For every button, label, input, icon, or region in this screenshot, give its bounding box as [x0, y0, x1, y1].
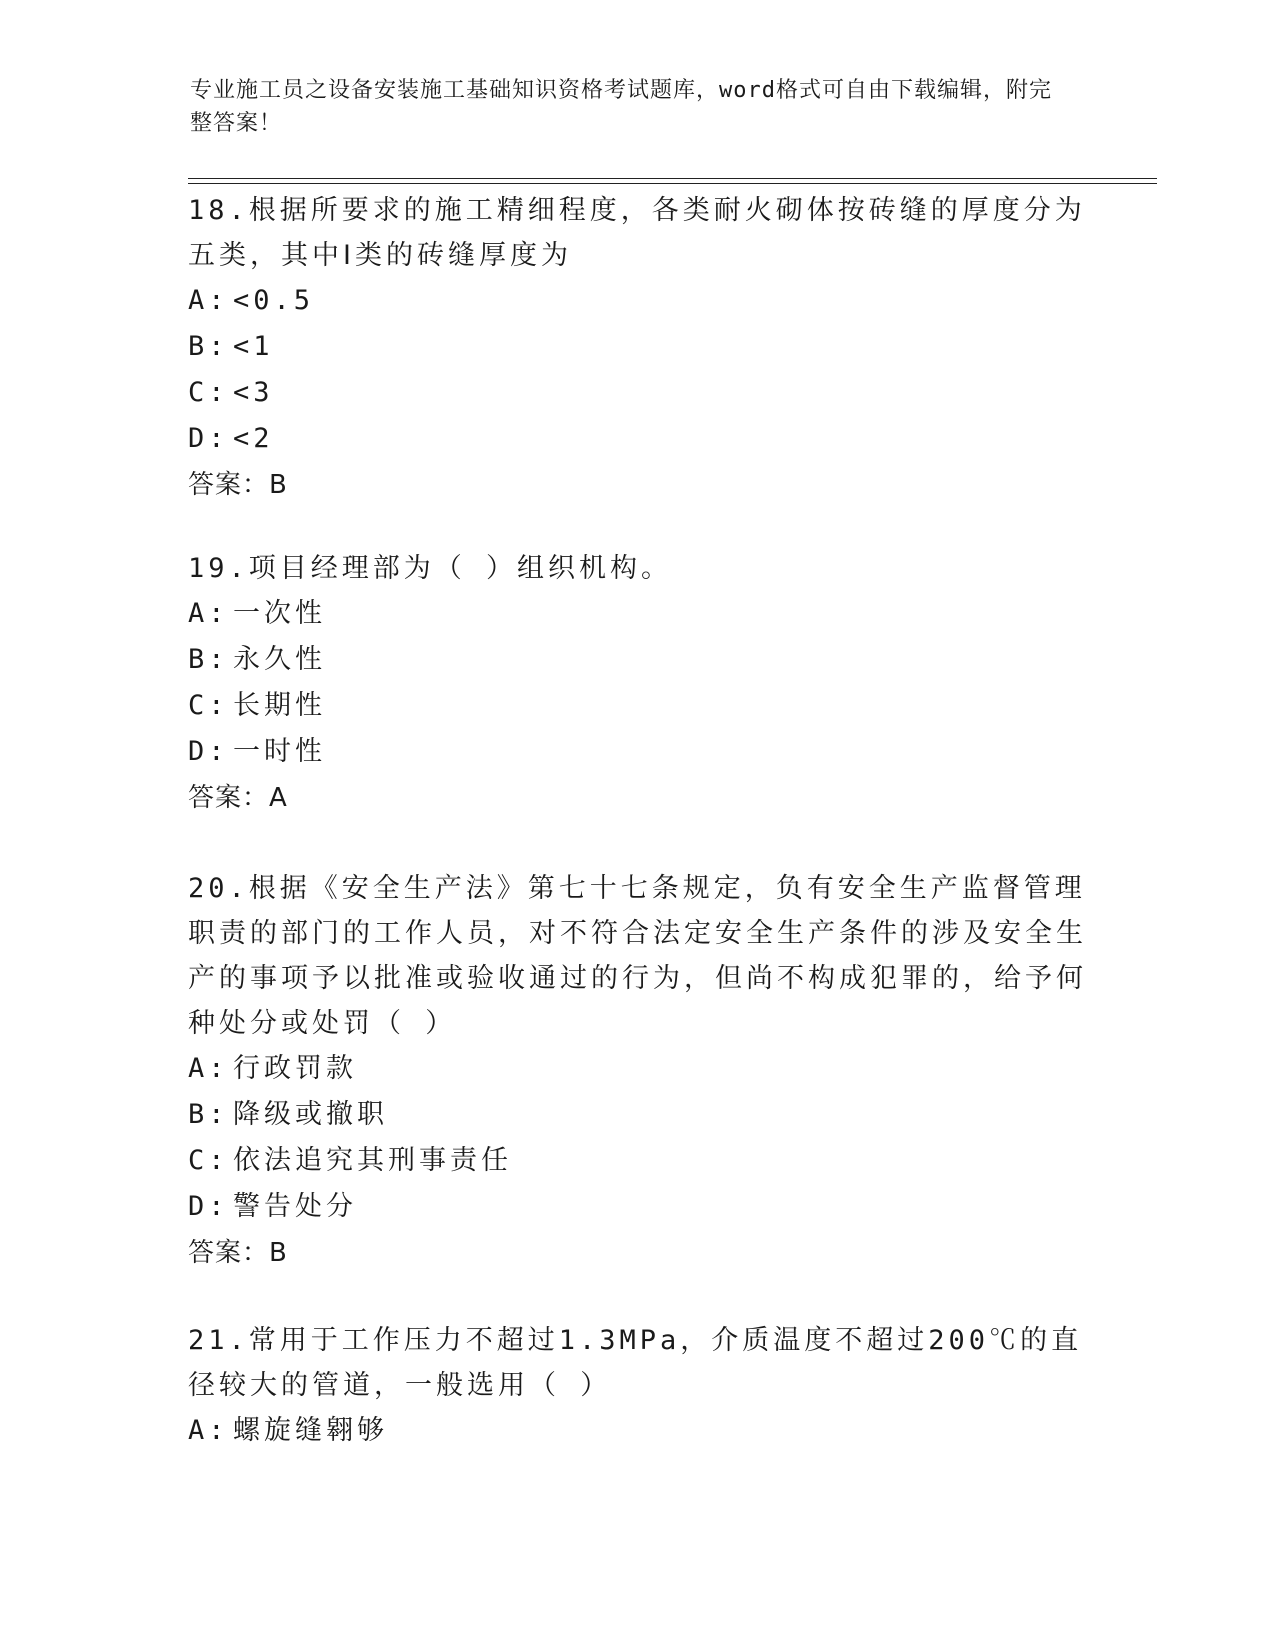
option-key: A:	[188, 285, 229, 316]
question-stem: 20.根据《安全生产法》第七十七条规定，负有安全生产监督管理职责的部门的工作人员，对不符合法定安全生产条件的涉及安全生产的事项予以批准或验收通过的行为，但尚不构成犯罪的，给予何种处分或处罚（ ）	[188, 873, 1087, 1039]
answer-line: 答案：B	[188, 1238, 288, 1268]
answer-line: 答案：B	[188, 470, 288, 500]
option-key: A:	[188, 1053, 229, 1084]
option-key: C:	[188, 377, 229, 408]
option-text: <2	[233, 423, 274, 454]
option-key: D:	[188, 1191, 229, 1222]
option-d	[188, 416, 1088, 462]
question-stem: 18.根据所要求的施工精细程度，各类耐火砌体按砖缝的厚度分为五类，其中Ⅰ类的砖缝厚度为	[188, 195, 1086, 271]
option-key: C:	[188, 1145, 229, 1176]
header-divider-bottom	[188, 183, 1157, 184]
option-text: <1	[233, 331, 274, 362]
option-b	[188, 1092, 1088, 1138]
option-text: 螺旋缝翱够	[233, 1415, 388, 1446]
document-header: 专业施工员之设备安装施工基础知识资格考试题库，word格式可自由下载编辑，附完整答案！	[190, 78, 1052, 136]
option-key: A:	[188, 598, 229, 629]
question-20	[188, 866, 1088, 1276]
option-text: <0.5	[233, 285, 315, 316]
option-text: <3	[233, 377, 274, 408]
question-stem: 19.项目经理部为（ ）组织机构。	[188, 553, 673, 584]
option-b	[188, 324, 1088, 370]
option-a	[188, 278, 1088, 324]
option-text: 长期性	[233, 690, 326, 721]
option-text: 警告处分	[233, 1191, 357, 1222]
header-divider-top	[188, 178, 1157, 179]
option-text: 永久性	[233, 644, 326, 675]
option-text: 降级或撤职	[233, 1099, 388, 1130]
option-c	[188, 683, 1088, 729]
question-19	[188, 546, 1088, 821]
option-text: 一次性	[233, 598, 326, 629]
option-key: A:	[188, 1415, 229, 1446]
option-text: 一时性	[233, 736, 326, 767]
option-a	[188, 1408, 1088, 1454]
option-key: C:	[188, 690, 229, 721]
option-a	[188, 1046, 1088, 1092]
option-key: B:	[188, 331, 229, 362]
option-key: D:	[188, 736, 229, 767]
question-21	[188, 1318, 1088, 1454]
question-18	[188, 188, 1088, 508]
option-c	[188, 1138, 1088, 1184]
option-b	[188, 637, 1088, 683]
question-stem: 21.常用于工作压力不超过1.3MPa，介质温度不超过200℃的直径较大的管道，一般选用（ ）	[188, 1325, 1083, 1401]
option-text: 依法追究其刑事责任	[233, 1145, 512, 1176]
option-a	[188, 591, 1088, 637]
option-d	[188, 1184, 1088, 1230]
option-text: 行政罚款	[233, 1053, 357, 1084]
option-key: D:	[188, 423, 229, 454]
option-d	[188, 729, 1088, 775]
answer-line: 答案：A	[188, 783, 288, 813]
option-c	[188, 370, 1088, 416]
option-key: B:	[188, 1099, 229, 1130]
option-key: B:	[188, 644, 229, 675]
